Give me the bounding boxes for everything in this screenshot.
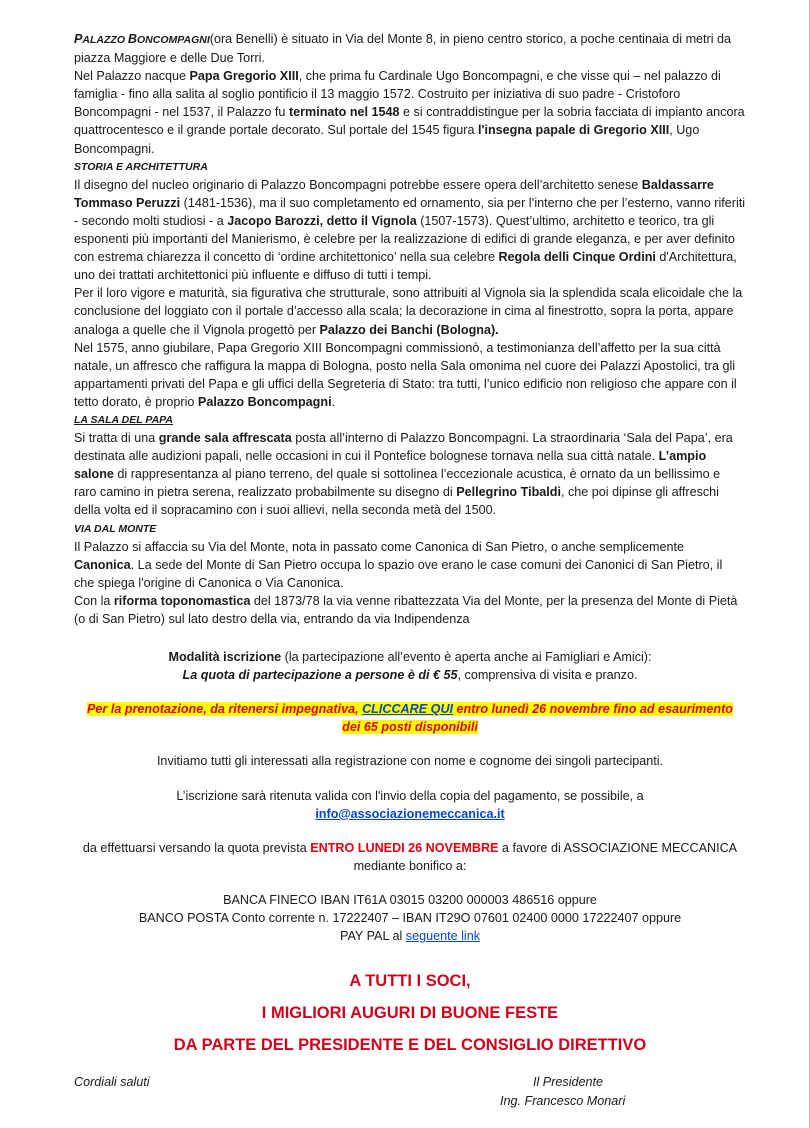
- via-paragraph-1: Il Palazzo si affaccia su Via del Monte, nota in passato come Canonica di San Pietro, o anche semplicemente Canonica. La sede del Monte di San Pietro occupa lo spazio ove erano le case comuni dei Canonici di San Pietro, il che spiega l'origine di Canonica o Via Canonica.: [74, 539, 723, 590]
- email-link[interactable]: info@associazionemeccanica.it: [315, 806, 505, 821]
- via-paragraph-2: Con la riforma toponomastica del 1873/78 la via venne ribattezzata Via del Monte, per la presenza del Monte di Pietà (o di San Pietro) sul lato destro della via, entrando da via Indipendenza: [74, 593, 738, 626]
- signature-role: Il Presidente: [533, 1075, 604, 1089]
- signature-name: Ing. Francesco Monari: [500, 1094, 626, 1108]
- prenotazione-notice: Per la prenotazione, da ritenersi impegnativa, CLICCARE QUI entro lunedì 26 novembre fino ad esaurimento dei 65 posti disponibili: [87, 702, 733, 735]
- quota-line: La quota di partecipazione a persone è di € 55, comprensiva di visita e pranzo.: [182, 668, 638, 683]
- closing-saluti: Cordiali saluti: [74, 1075, 150, 1089]
- storia-paragraph-3: Nel 1575, anno giubilare, Papa Gregorio XIII Boncompagni commissionò, a testimonianza dell’affetto per la sua città natale, un affresco che raffigura la mappa di Bologna, posto nella Sala omonima nel cuore dei Palazzi Apostolici, tra gli appartamenti privati del Papa e gli uffici della Segreteria di Stato: tra tutti, l’unico edificio non religioso che appare con il tetto dorato, è proprio Palazzo Boncompagni.: [74, 340, 737, 409]
- cliccare-qui-link[interactable]: CLICCARE QUI: [362, 702, 454, 717]
- invito-line: Invitiamo tutti gli interessati alla registrazione con nome e cognome dei singoli partecipanti.: [156, 754, 664, 769]
- bank-fineco: BANCA FINECO IBAN IT61A 03015 03200 000003 486516 oppure: [223, 892, 597, 907]
- greeting-line-2: I MIGLIORI AUGURI DI BUONE FESTE: [261, 1004, 559, 1023]
- paypal-link[interactable]: seguente link: [405, 929, 481, 944]
- storia-paragraph-1: Il disegno del nucleo originario di Palazzo Boncompagni potrebbe essere opera dell’architetto senese Baldassarre Tommaso Peruzzi (1481-1536), ma il suo completamento ed ornamento, sia per l’interno che per l’esterno, vanno riferiti - secondo molti studiosi - a Jacopo Barozzi, detto il Vignola (1507-1573). Quest’ultimo, architetto e teorico, tra gli esponenti più importanti del Manierismo, è celebre per la realizzazione di edifici di grande eleganza, e per aver definito con estrema chiarezza il concetto di ‘ordine architettonico’ nella sua celebre Regola delli Cinque Ordini d'Architettura, uno dei trattati architettonici più influente e diffuso di tutti i tempi.: [74, 177, 746, 283]
- sala-paragraph: Si tratta di una grande sala affrescata posta all’interno di Palazzo Boncompagni. La straordinaria ‘Sala del Papa’, era destinata alle audizioni papali, nelle occasioni in cui il Pontefice bolognese tornava nella sua città natale. L’ampio salone di rappresentanza al piano terreno, del quale si sottolinea l’eccezionale acustica, è ornato da un bellissimo e raro camino in pietra serena, realizzato probabilmente su disegno di Pellegrino Tibaldi, che poi dipinse gli affreschi della volta ed il sopracamino con i suoi allievi, nella seconda metà del 1500.: [74, 431, 733, 518]
- section-heading-via: VIA DAL MONTE: [74, 522, 157, 535]
- email-line: [74, 805, 746, 823]
- greeting-line-3: DA PARTE DEL PRESIDENTE E DEL CONSIGLIO DIRETTIVO: [173, 1036, 647, 1055]
- document-body: [74, 30, 746, 1061]
- storia-paragraph-2: Per il loro vigore e maturità, sia figurativa che strutturale, sono attribuiti al Vignola sia la splendida scala elicoidale che la conclusione del loggiato con il portale d’accesso alla scala; la decorazione in cima al finestrotto, sopra la porta, appare analoga a quelle che il Vignola progettò per Palazzo dei Banchi (Bologna).: [74, 286, 743, 337]
- section-heading-storia: STORIA E ARCHITETTURA: [74, 160, 208, 173]
- deadline-text: ENTRO LUNEDI 26 NOVEMBRE: [310, 840, 499, 855]
- bank-posta: BANCO POSTA Conto corrente n. 17222407 – IBAN IT29O 07601 02400 0000 17222407 oppure: [138, 911, 682, 926]
- paypal-line: PAY PAL al seguente link: [339, 929, 481, 944]
- pagamento-line: da effettuarsi versando la quota prevista ENTRO LUNEDI 26 NOVEMBRE a favore di ASSOCIAZIONE MECCANICA: [82, 840, 738, 855]
- intro-paragraph-1: PALAZZO BONCOMPAGNI(ora Benelli) è situato in Via del Monte 8, in pieno centro storico, a poche centinaia di metri da piazza Maggiore e delle Due Torri.: [74, 32, 732, 66]
- intro-paragraph-2: Nel Palazzo nacque Papa Gregorio XIII, che prima fu Cardinale Ugo Boncompagni, e che visse qui – nel palazzo di famiglia - fino alla salita al soglio pontificio il 13 maggio 1572. Costruito per iniziativa di suo padre - Cristoforo Boncompagni - nel 1537, il Palazzo fu terminato nel 1548 e si contraddistingue per la sobria facciata di impianto ancora quattrocentesco e il grande portale decorato. Sul portale del 1545 figura l'insegna papale di Gregorio XIII, Ugo Boncompagni.: [74, 69, 745, 156]
- section-heading-sala: LA SALA DEL PAPA: [74, 413, 173, 426]
- palazzo-name: PALAZZO BONCOMPAGNI: [74, 32, 210, 46]
- validita-line: L’iscrizione sarà ritenuta valida con l'invio della copia del pagamento, se possibile, a: [176, 788, 644, 803]
- greeting-line-1: A TUTTI I SOCI,: [349, 972, 471, 991]
- bonifico-line: mediante bonifico a:: [353, 858, 467, 873]
- iscrizione-line: Modalità iscrizione (la partecipazione all’evento è aperta anche ai Famigliari e Amici):: [168, 650, 652, 665]
